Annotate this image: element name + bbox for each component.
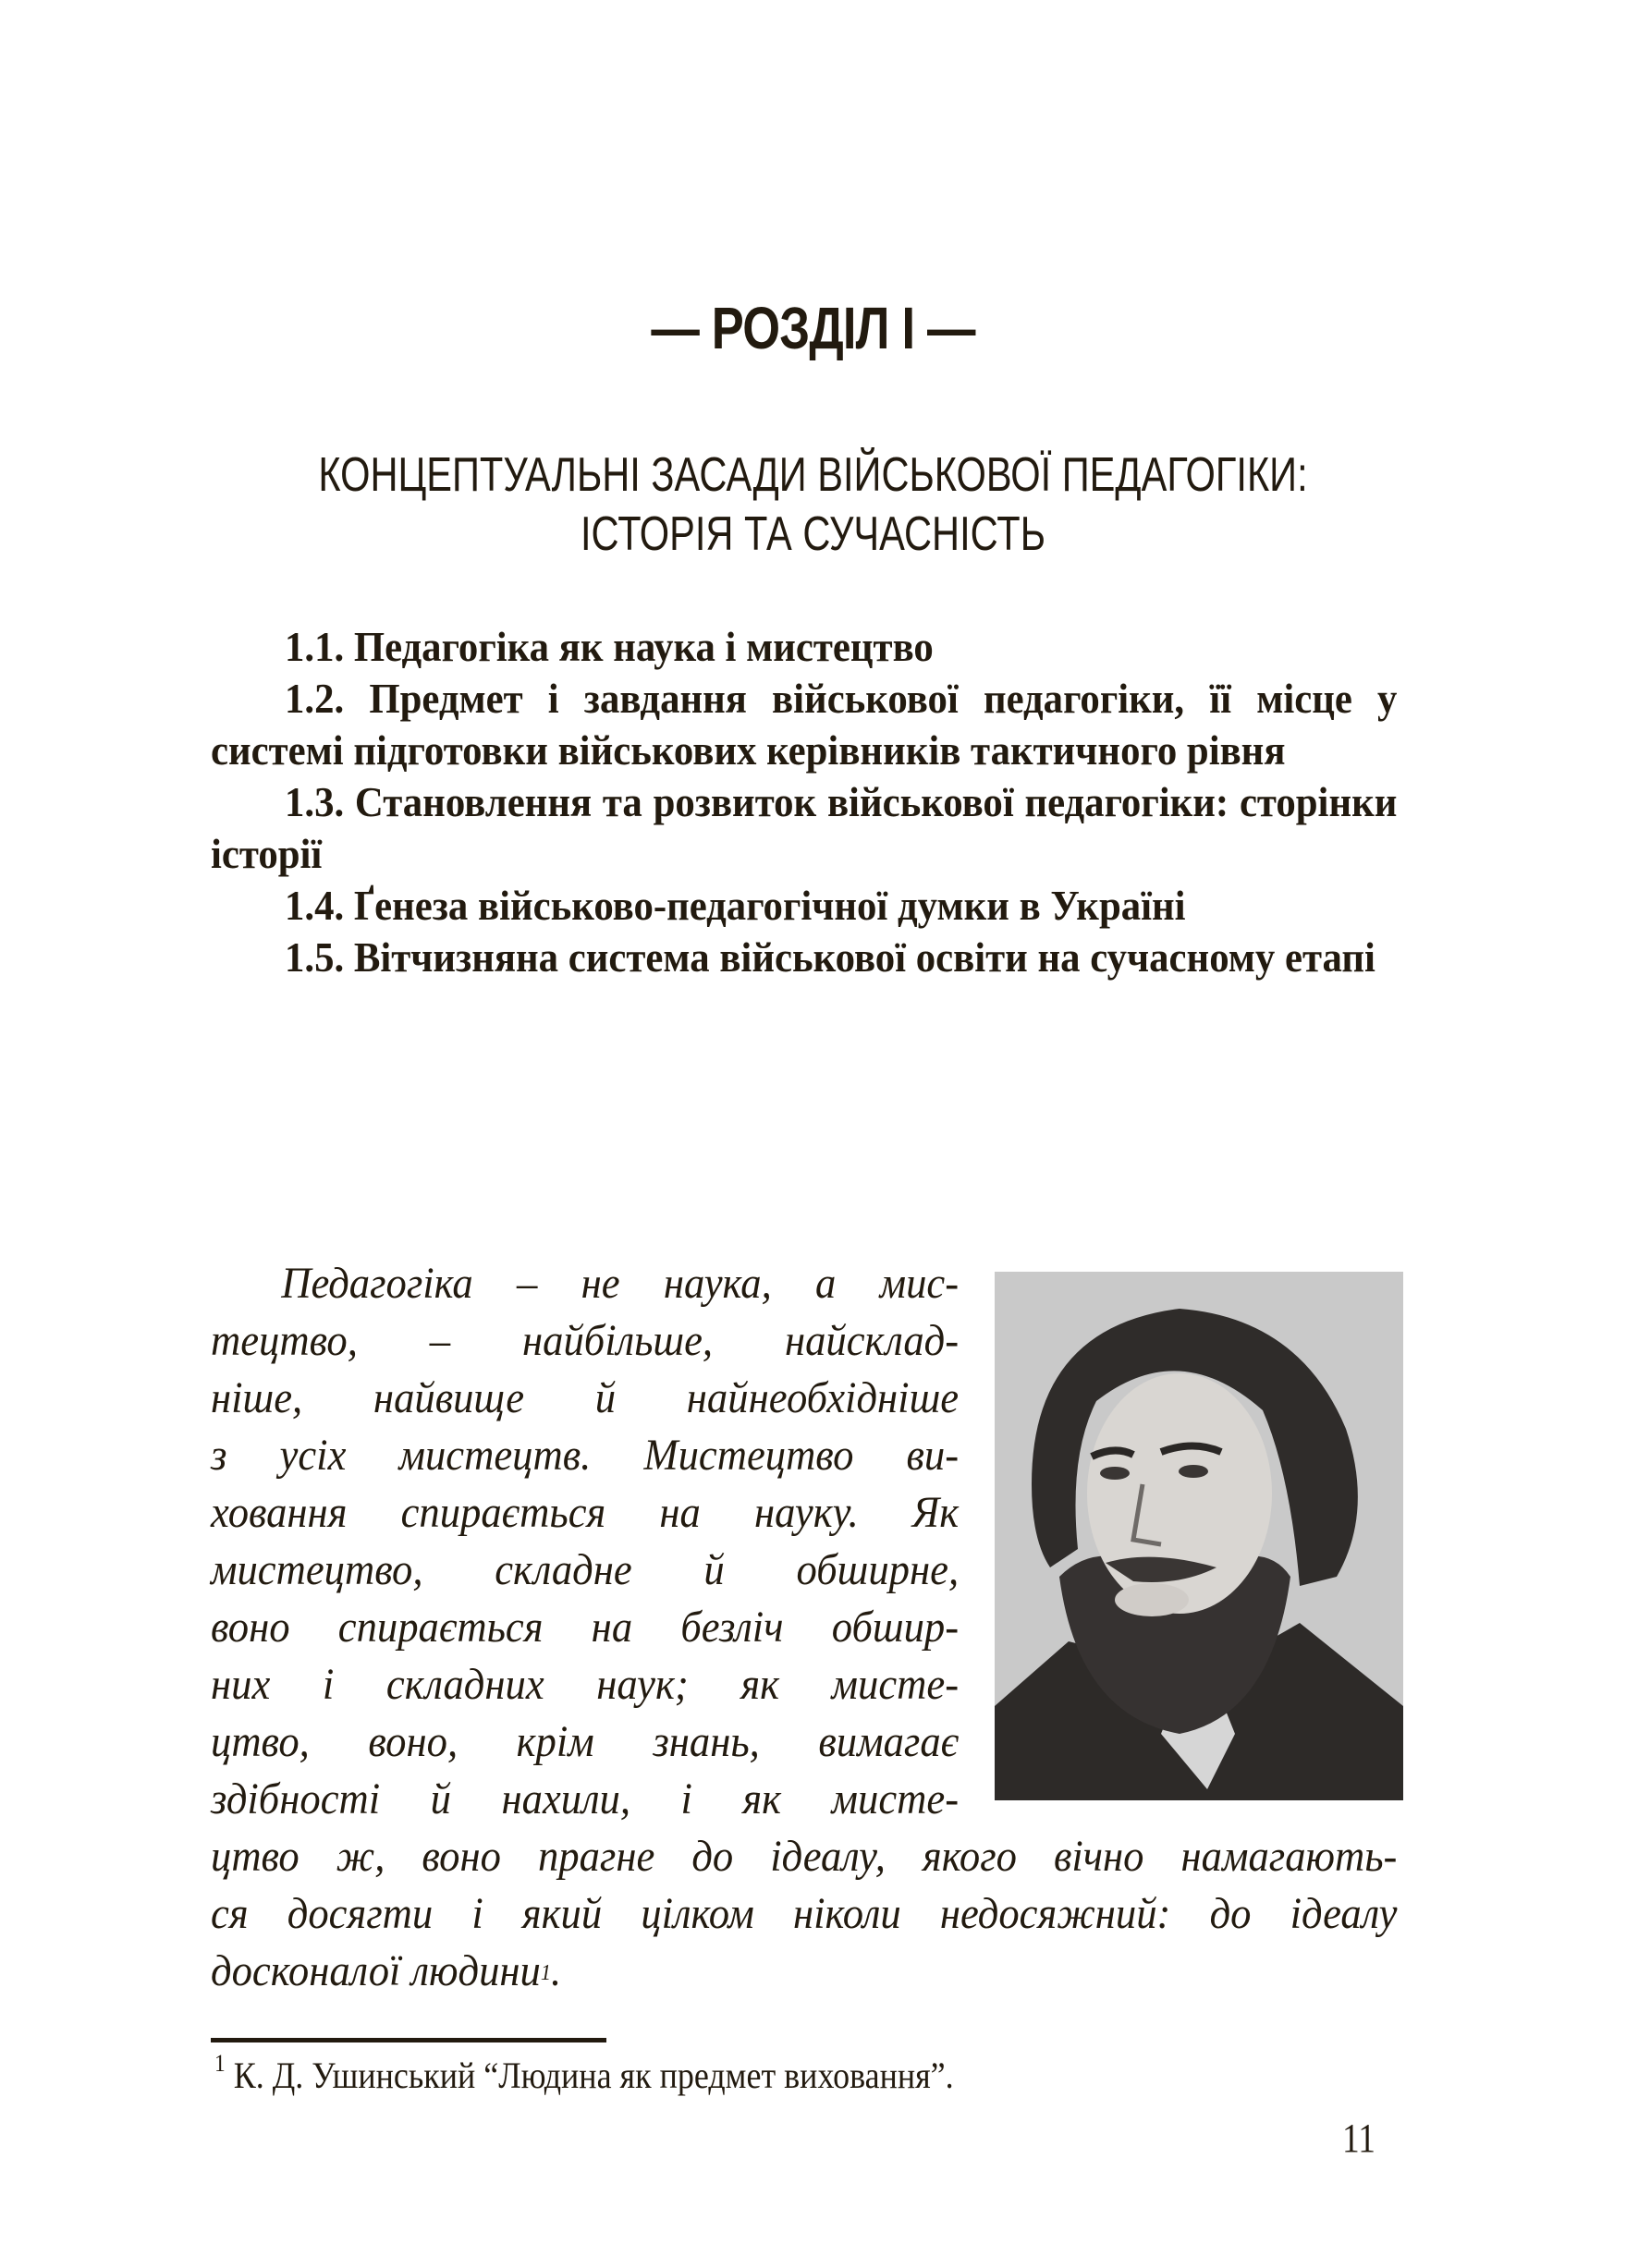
toc-item: 1.2. Предмет і завдання військової педагогіки, її місце у системі підготовки військових керівників тактичного рівня (211, 675, 1398, 774)
epigraph-line-last: досконалої людини$^1$. (211, 1946, 562, 1995)
chapter-title: — РОЗДІЛ І — (651, 295, 975, 361)
epigraph-line: мистецтво, складне й обширне, (211, 1545, 960, 1594)
toc-item: 1.4. Ґенеза військово-педагогічної думки в Україні (284, 882, 1186, 929)
footnote-reference[interactable]: 1 (540, 1961, 552, 1985)
toc-item: 1.5. Вітчизняна система військової освіти на сучасному етапі (284, 933, 1375, 981)
portrait-image (995, 1272, 1403, 1800)
epigraph-line: ся досягти і який цілком ніколи недосяжний: до ідеалу (211, 1889, 1398, 1938)
toc-item: 1.3. Становлення та розвиток військової педагогіки: сторінки історії (211, 778, 1398, 877)
epigraph-line: з усіх мистецтв. Мистецтво ви- (211, 1431, 960, 1480)
epigraph-line: Педагогіка – не наука, а мис- (281, 1259, 960, 1308)
epigraph-line: ніше, найвище й найнеобхідніше (211, 1373, 960, 1422)
chapter-subtitle-line-2: ІСТОРІЯ ТА СУЧАСНІСТЬ (580, 507, 1046, 561)
epigraph-line: здібності й нахили, і як мисте- (211, 1774, 960, 1823)
epigraph-line: ховання спирається на науку. Як (211, 1488, 960, 1537)
toc-item: 1.1. Педагогіка як наука і мистецтво (284, 623, 934, 670)
footnote-separator (211, 2038, 606, 2042)
epigraph-line: цтво, воно, крім знань, вимагає (211, 1717, 960, 1766)
portrait-photo-icon (995, 1272, 1403, 1800)
page-number: 11 (1342, 2116, 1376, 2161)
footnote-marker: 1 (214, 2050, 226, 2077)
epigraph-line: цтво ж, воно прагне до ідеалу, якого вічно намагають- (211, 1832, 1398, 1881)
section-contents-list (211, 621, 1398, 983)
epigraph-line: тецтво, – найбільше, найсклад- (211, 1316, 960, 1365)
epigraph-line: них і складних наук; як мисте- (211, 1660, 960, 1709)
footnote-text: К. Д. Ушинський “Людина як предмет виховання”. (233, 2055, 954, 2096)
chapter-subtitle-line-1: КОНЦЕПТУАЛЬНІ ЗАСАДИ ВІЙСЬКОВОЇ ПЕДАГОГІКИ: (318, 448, 1308, 502)
footnote (214, 2050, 954, 2097)
epigraph-line: воно спирається на безліч обшир- (211, 1603, 960, 1652)
